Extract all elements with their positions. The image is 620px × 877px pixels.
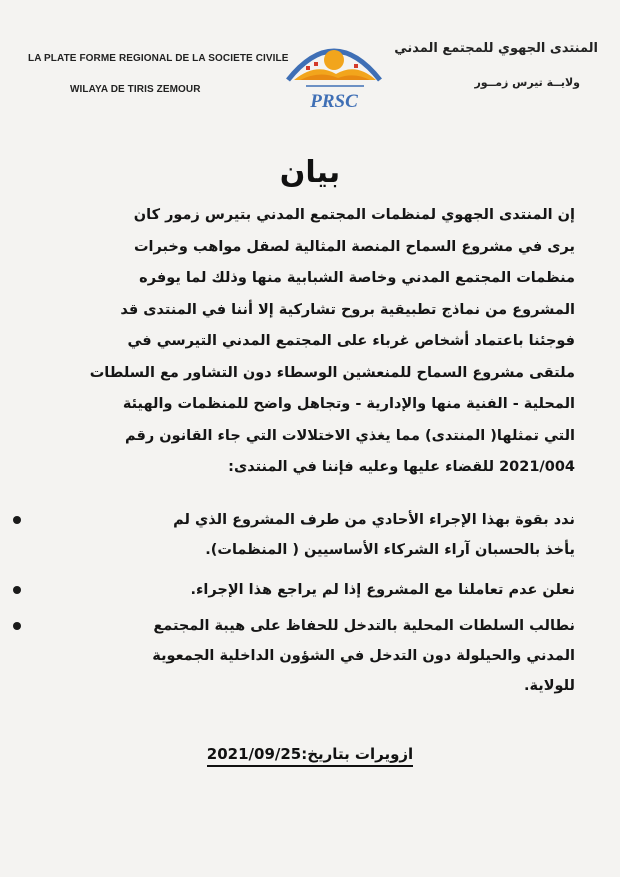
list-item — [35, 505, 575, 565]
point-line: المدني والحيلولة دون التدخل في الشؤون الداخلية الجمعوية — [152, 648, 575, 664]
point-line: يأخذ بالحسبان آراء الشركاء الأساسيين ( المنظمات). — [205, 542, 575, 558]
bullet-icon — [13, 516, 21, 524]
date-text: ازويرات بتاريخ:2021/09/25 — [207, 745, 413, 767]
logo-text: PRSC — [310, 91, 358, 110]
bullet-icon — [13, 622, 21, 630]
point-line: ندد بقوة بهذا الإجراء الأحادي من طرف المشروع الذي لم — [173, 512, 575, 528]
statement-line: ملتقى مشروع السماح للمنعشين الوسطاء دون التشاور مع السلطات — [89, 364, 575, 381]
statement-line: التي تمثلها( المنتدى) مما يغذي الاختلالات التي جاء القانون رقم — [124, 427, 575, 444]
point-line: للولاية. — [524, 678, 575, 694]
statement-line: 2021/004 للقضاء عليها وعليه فإننا في المنتدى: — [228, 459, 575, 475]
org-name-fr: LA PLATE FORME REGIONAL DE LA SOCIETE CIVILE — [28, 53, 289, 64]
list-item — [35, 575, 575, 605]
wilaya-name-fr: WILAYA DE TIRIS ZEMOUR — [70, 84, 201, 95]
statement-line: فوجئنا باعتماد أشخاص غرباء على المجتمع المدني التيرسي في — [127, 333, 575, 349]
points-list — [35, 505, 575, 701]
statement-line: يرى في مشروع السماح المنصة المثالية لصقل مواهب وخبرات — [133, 238, 575, 255]
org-name-ar: المنتدى الجهوي للمجتمع المدني — [394, 41, 598, 56]
date-line — [0, 745, 620, 763]
statement-paragraph — [35, 200, 575, 484]
prsc-logo — [280, 28, 388, 110]
bullet-icon — [13, 586, 21, 594]
page-title: بيان — [279, 155, 341, 190]
statement-line: المشروع من نماذج تطبيقية بروح تشاركية إلا أننا في المنتدى قد — [120, 301, 575, 318]
list-item — [35, 611, 575, 701]
statement-line: منظمات المجتمع المدني وخاصة الشبابية منها وذلك لما يوفره — [139, 270, 575, 286]
wilaya-name-ar: ولايــة تيرس زمــور — [474, 76, 580, 89]
point-line: نعلن عدم تعاملنا مع المشروع إذا لم يراجع هذا الإجراء. — [190, 582, 575, 598]
statement-line: إن المنتدى الجهوي لمنظمات المجتمع المدني بتيرس زمور كان — [133, 207, 575, 223]
statement-line: المحلية - الفنية منها والإدارية - وتجاهل واضح للمنظمات والهيئة — [122, 396, 575, 412]
point-line: نطالب السلطات المحلية بالتدخل للحفاظ على هيبة المجتمع — [153, 618, 575, 634]
